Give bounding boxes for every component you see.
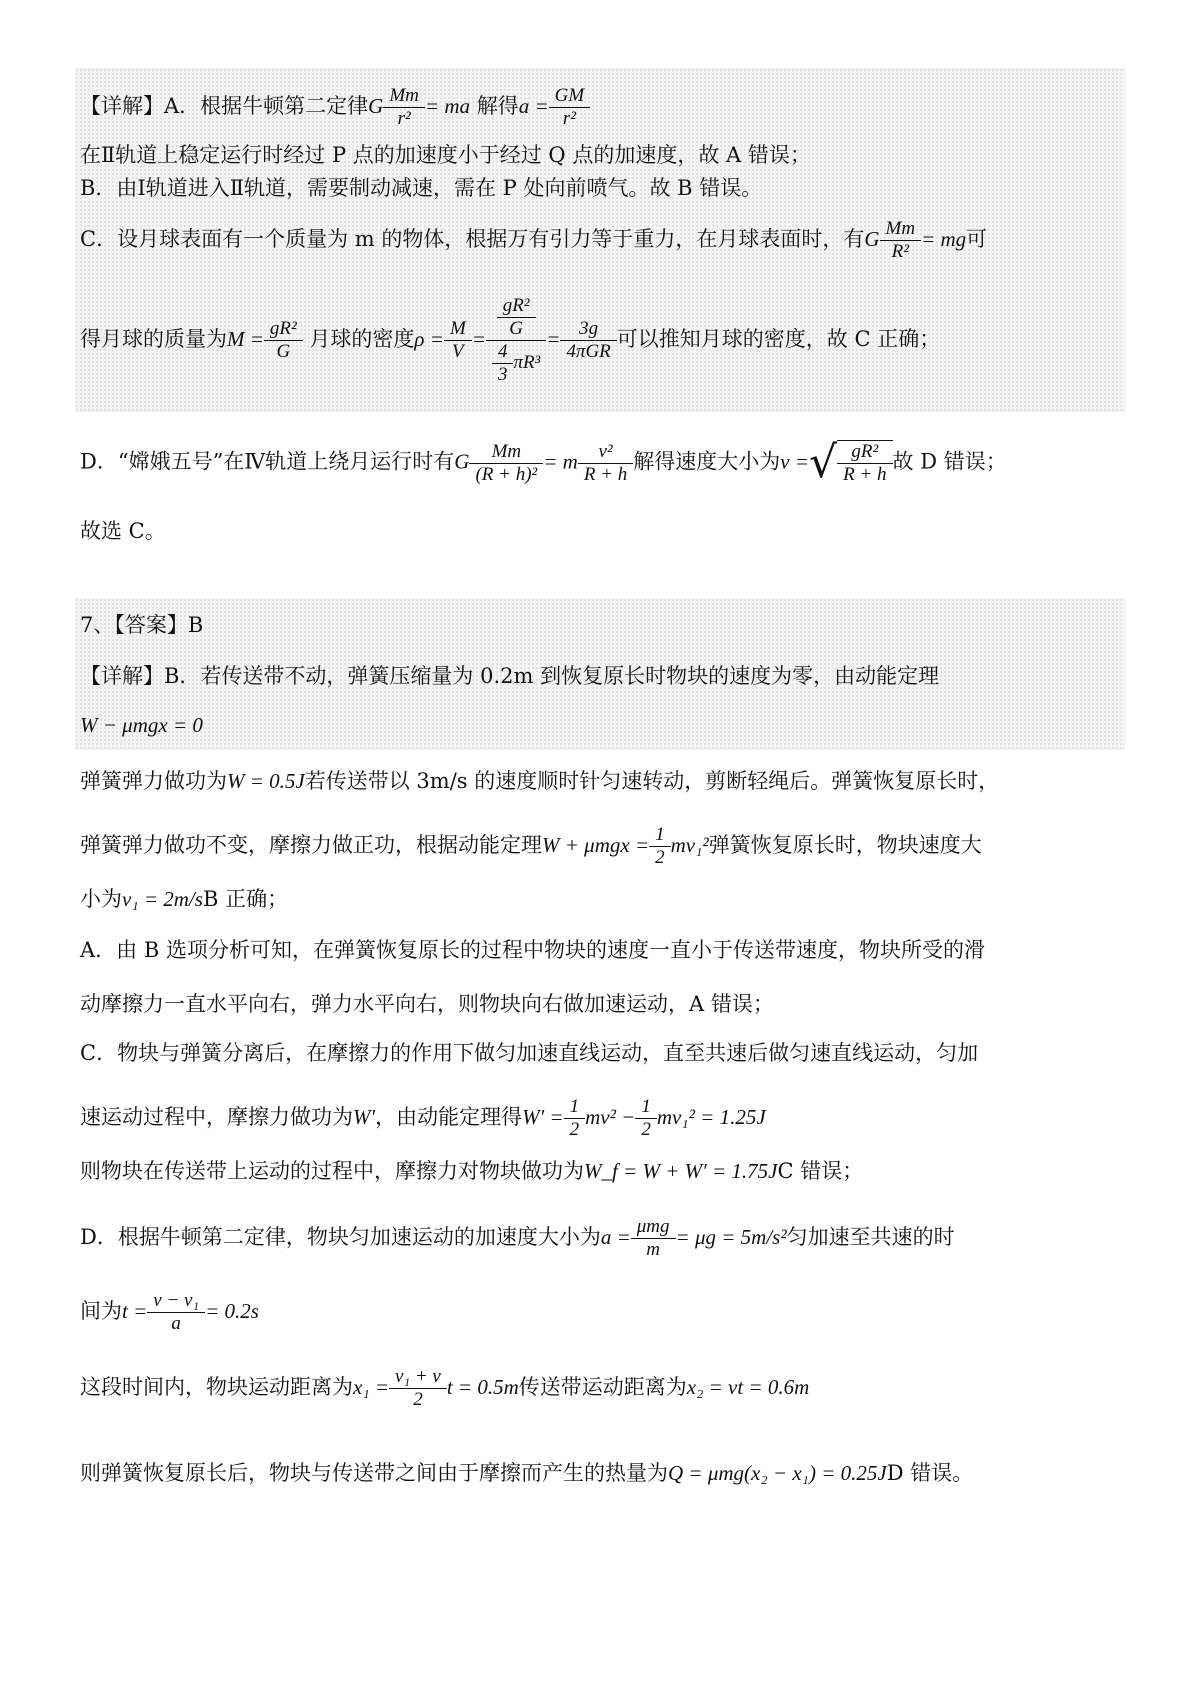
compound-fraction: $\frac{\text{gR²}}{G}$ $\frac{4}{3}$ πR³ xyxy=(489,295,543,386)
q6-line-c: C．设月球表面有一个质量为 m 的物体，根据万有引力等于重力，在月球表面时，有G $\frac{Mm}{\text{R²}}$ = mg可 xyxy=(80,218,988,262)
q6-final-answer: 故选 C。 xyxy=(80,519,166,543)
q7-line-b-energy: 弹簧弹力做功不变，摩擦力做正功，根据动能定理W + μmgx = $\frac{1}{2}$ mv₁²弹簧恢复原长时，物块速度大 xyxy=(80,824,982,868)
fraction: $\frac{1}{2}$ xyxy=(652,824,668,869)
q7-line-c-1: C．物块与弹簧分离后，在摩擦力的作用下做匀加速直线运动，直至共速后做匀速直线运动，匀加 xyxy=(80,1041,979,1065)
fraction: $\frac{M}{V}$ xyxy=(447,318,469,363)
q6-line-b: B．由Ⅰ轨道进入Ⅱ轨道，需要制动减速，需在 P 处向前喷气。故 B 错误。 xyxy=(80,176,763,200)
q6-line-a: 【详解】A．根据牛顿第二定律G $\frac{Mm}{\text{r²}}$ = ma 解得a = $\frac{GM}{\text{r²}}$ xyxy=(80,85,590,130)
q6-line-d: D．“嫦娥五号”在Ⅳ轨道上绕月运行时有G $\frac{Mm}{\text{(R + h)²}}$ = m $\frac{\text{v²}}{R + h}$ 解得速度大小为v = √ gR² R + h 故 D 错误； xyxy=(80,437,1007,488)
q7-line-a-1: A．由 B 选项分析可知，在弹簧恢复原长的过程中物块的速度一直小于传送带速度，物块所受的滑 xyxy=(80,938,985,962)
q7-line-d-4: 则弹簧恢复原长后，物块与传送带之间由于摩擦而产生的热量为Q = μmg(x₂ − x₁) = 0.25JD 错误。 xyxy=(80,1461,974,1485)
fraction: μmg m xyxy=(634,1216,673,1261)
fraction: 3g 4πGR xyxy=(563,318,613,363)
square-root: √ gR² R + h xyxy=(809,440,892,486)
fraction: $\frac{Mm}{\text{r²}}$ xyxy=(386,85,422,130)
q7-line-d-3: 这段时间内，物块运动距离为x₁ = $\frac{\text{v₁ + v}}{2}$ t = 0.5m传送带运动距离为x₂ = vt = 0.6m xyxy=(80,1366,810,1410)
fraction: $\frac{Mm}{\text{(R + h)²}}$ xyxy=(472,441,540,486)
q7-line-d-1: D．根据牛顿第二定律，物块匀加速运动的加速度大小为a = μmg m = μg = 5m/s²匀加速至共速的时 xyxy=(80,1216,955,1260)
q7-line-a-2: 动摩擦力一直水平向右，弹力水平向右，则物块向右做加速运动，A 错误； xyxy=(80,992,774,1016)
q7-equation-1: W − μmgx = 0 xyxy=(80,713,203,737)
q7-answer: 7、【答案】B xyxy=(80,613,204,637)
q7-line-b-work: 弹簧弹力做功为W = 0.5J若传送带以 3m/s 的速度顺时针匀速转动，剪断轻绳后。弹簧恢复原长时， xyxy=(80,769,1000,793)
fraction: $\frac{\text{v − v₁}}{a}$ xyxy=(150,1290,202,1335)
q7-line-c-3: 则物块在传送带上运动的过程中，摩擦力对物块做功为W_f = W + W′ = 1.75JC 错误； xyxy=(80,1159,864,1183)
fraction: $\frac{GM}{\text{r²}}$ xyxy=(552,85,588,130)
fraction: $\frac{1}{2}$ xyxy=(638,1096,654,1141)
q6-line-a-conclusion: 在Ⅱ轨道上稳定运行时经过 P 点的加速度小于经过 Q 点的加速度，故 A 错误； xyxy=(80,143,811,167)
fraction: $\frac{\text{v₁ + v}}{2}$ xyxy=(392,1366,444,1411)
fraction: $\frac{1}{2}$ xyxy=(567,1096,583,1141)
fraction: $\frac{\text{gR²}}{G}$ xyxy=(267,318,300,363)
q7-line-b-speed: 小为v₁ = 2m/sB 正确； xyxy=(80,887,289,911)
fraction: $\frac{Mm}{\text{R²}}$ xyxy=(883,218,919,263)
q7-line-d-2: 间为t = $\frac{\text{v − v₁}}{a}$ = 0.2s xyxy=(80,1290,259,1334)
q7-line-b: 【详解】B．若传送带不动，弹簧压缩量为 0.2m 到恢复原长时物块的速度为零，由动能定理 xyxy=(80,664,940,688)
q6-line-c-density: 得月球的质量为M = $\frac{\text{gR²}}{G}$ 月球的密度ρ = $\frac{M}{V}$ = $\frac{\text{gR²}}{G}$ $\frac{4}{3}$ πR³ = 3g 4πGR 可以推知月球的密度，故 C 正确； xyxy=(80,295,941,385)
fraction: $\frac{\text{v²}}{R + h}$ xyxy=(581,441,630,486)
q7-line-c-2: 速运动过程中，摩擦力做功为W′，由动能定理得W′ = $\frac{1}{2}$ mv² − $\frac{1}{2}$ mv₁² = 1.25J xyxy=(80,1096,766,1140)
